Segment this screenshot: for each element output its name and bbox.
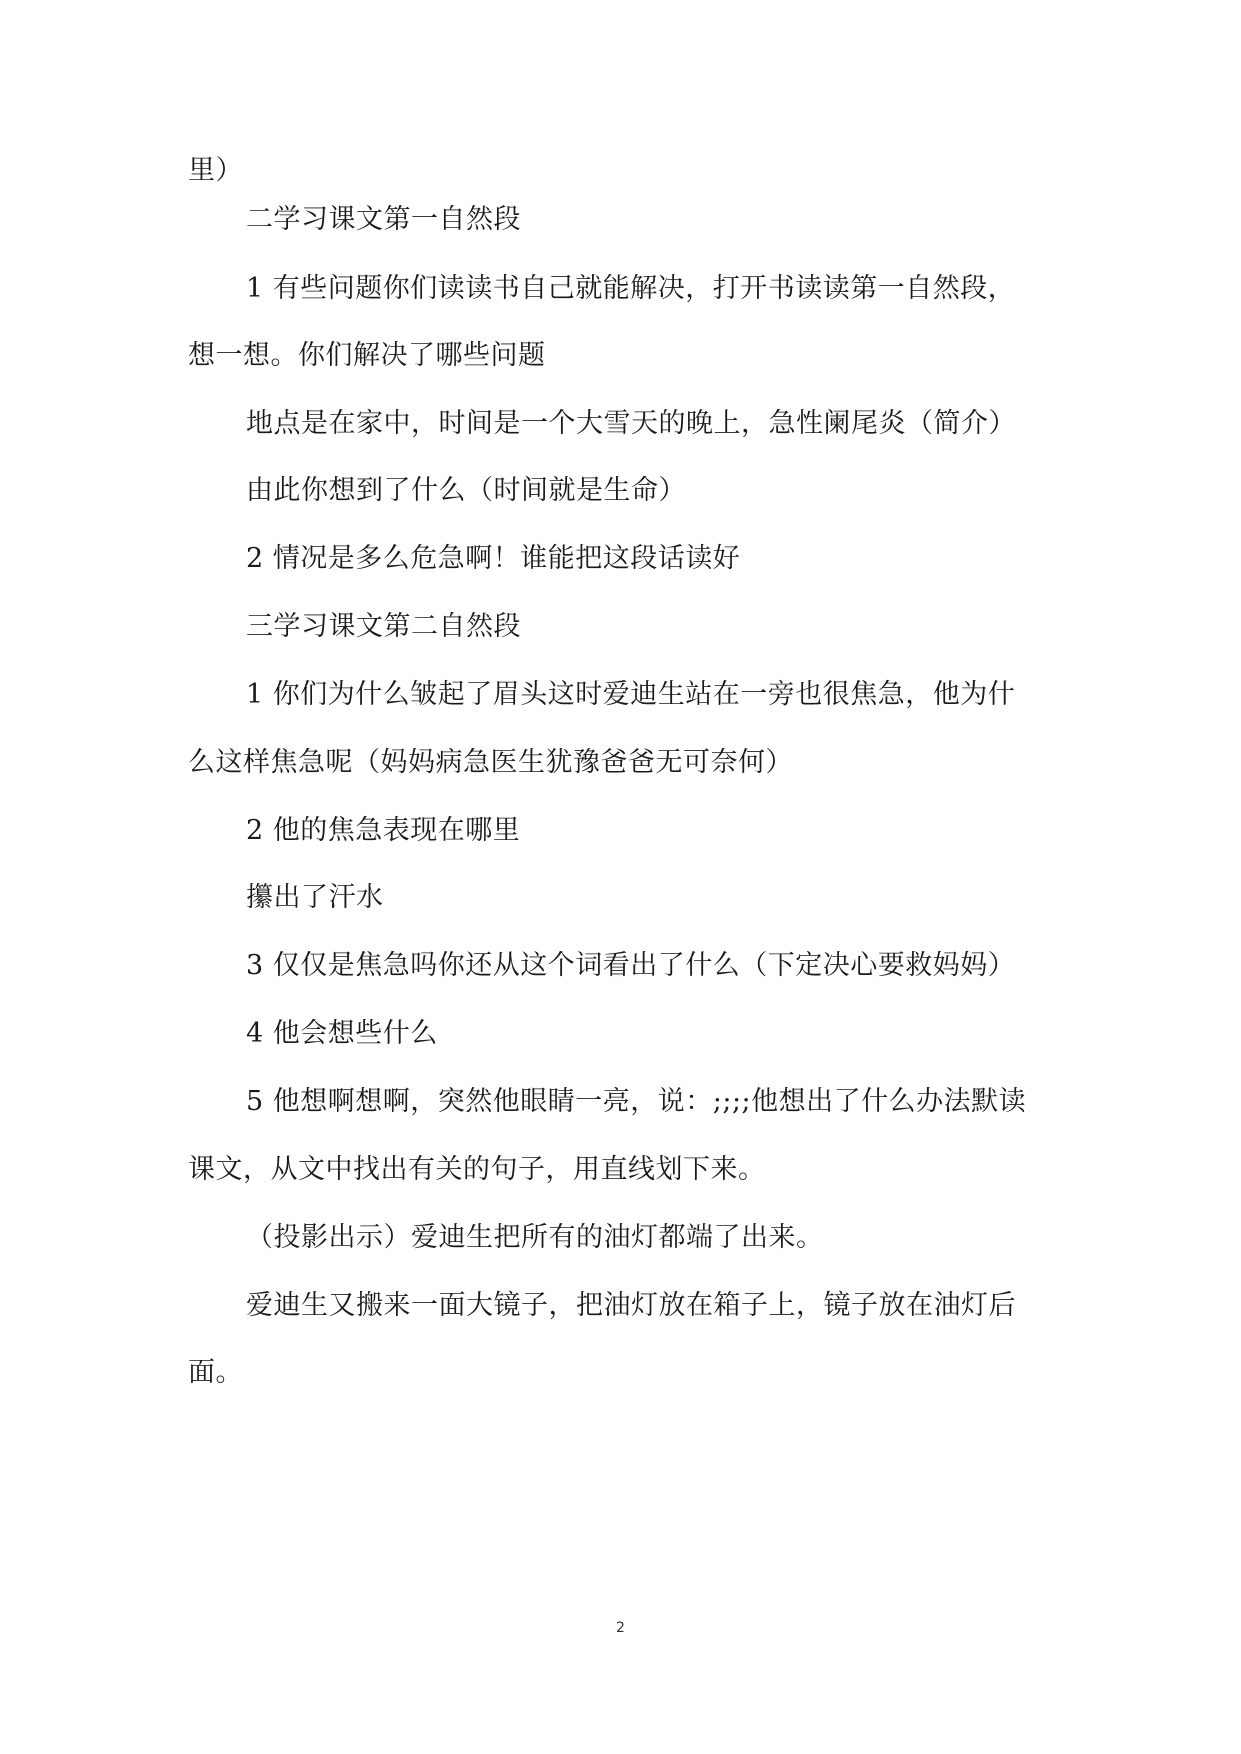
paragraph-text: （投影出示）爱迪生把所有的油灯都端了出来。 xyxy=(246,1222,824,1253)
text-line-continuation: 里） xyxy=(188,155,243,186)
paragraph-item: 5 他想啊想啊，突然他眼睛一亮，说：;;;;他想出了什么办法默读 xyxy=(246,1086,1027,1117)
section-heading-three: 三学习课文第二自然段 xyxy=(246,611,521,642)
paragraph-text: 爱迪生又搬来一面大镜子，把油灯放在箱子上，镜子放在油灯后 xyxy=(246,1290,1016,1321)
paragraph-text: 攥出了汗水 xyxy=(246,882,384,913)
page-number: 2 xyxy=(616,1620,625,1636)
section-heading-two: 二学习课文第一自然段 xyxy=(246,204,521,235)
paragraph-item: 1 你们为什么皱起了眉头这时爱迪生站在一旁也很焦急，他为什 xyxy=(246,679,1016,710)
paragraph-continuation: 面。 xyxy=(188,1357,243,1388)
paragraph-text: 地点是在家中，时间是一个大雪天的晚上，急性阑尾炎（简介） xyxy=(246,408,1016,439)
paragraph-continuation: 课文，从文中找出有关的句子，用直线划下来。 xyxy=(188,1154,766,1185)
paragraph-item: 1 有些问题你们读读书自己就能解决，打开书读读第一自然段， xyxy=(246,273,1016,304)
paragraph-continuation: 想一想。你们解决了哪些问题 xyxy=(188,340,546,371)
paragraph-continuation: 么这样焦急呢（妈妈病急医生犹豫爸爸无可奈何） xyxy=(188,747,793,778)
paragraph-text: 由此你想到了什么（时间就是生命） xyxy=(246,475,686,506)
paragraph-item: 4 他会想些什么 xyxy=(246,1018,438,1049)
paragraph-item: 3 仅仅是焦急吗你还从这个词看出了什么（下定决心要救妈妈） xyxy=(246,950,1016,981)
paragraph-item: 2 情况是多么危急啊！谁能把这段话读好 xyxy=(246,543,741,574)
paragraph-item: 2 他的焦急表现在哪里 xyxy=(246,815,521,846)
